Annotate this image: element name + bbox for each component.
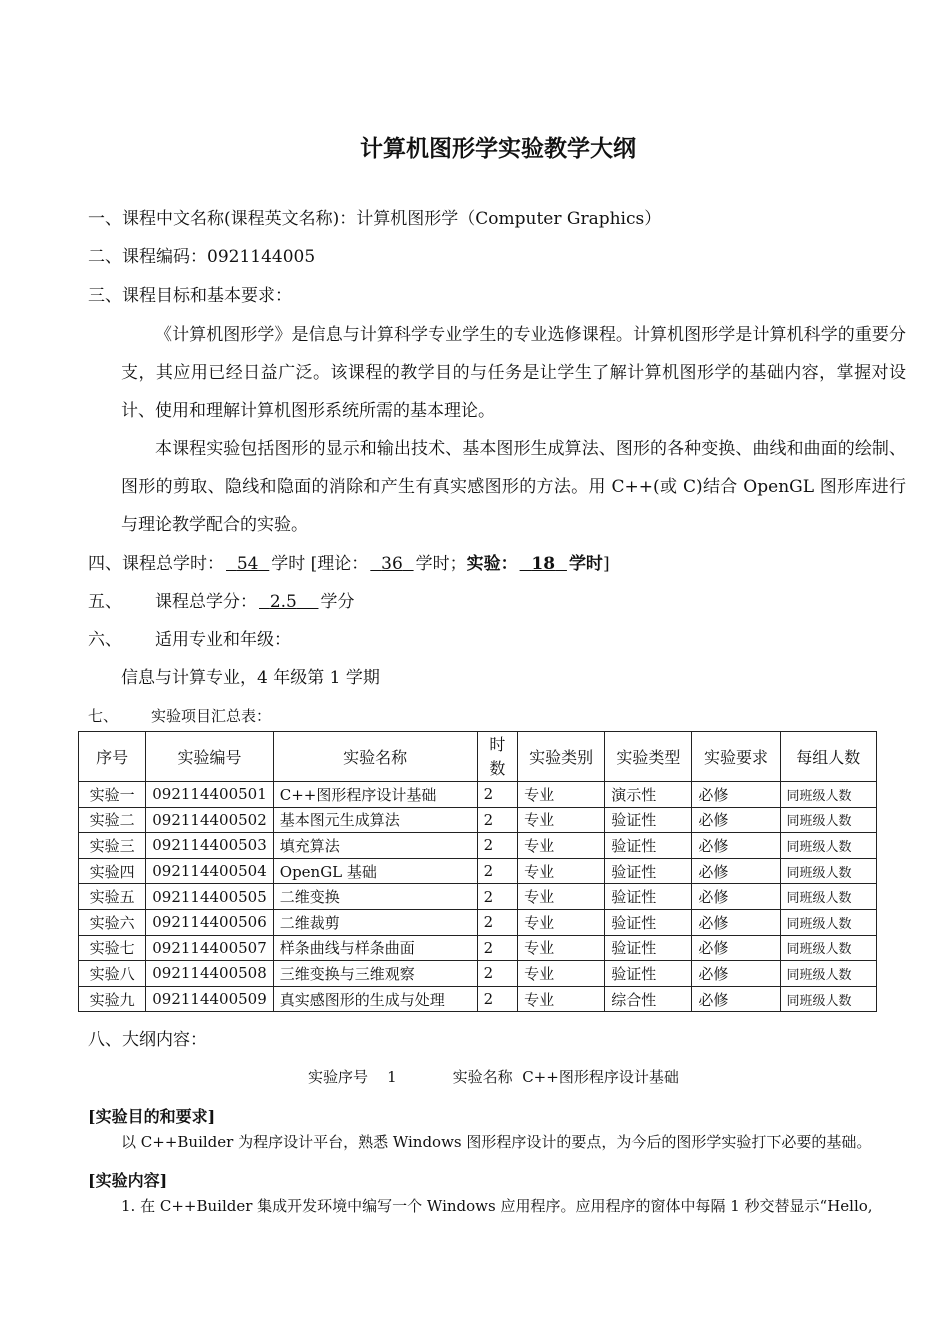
- table-row: [79, 884, 877, 910]
- table-cell: 实验五: [79, 884, 146, 910]
- table-cell: 实验四: [79, 858, 146, 884]
- table-cell: 092114400508: [146, 961, 274, 987]
- table-cell: 必修: [692, 858, 780, 884]
- table-cell: 专业: [518, 961, 605, 987]
- table-cell: 实验二: [79, 807, 146, 833]
- table-cell: 演示性: [605, 782, 692, 808]
- course-code: 二、课程编码：0921144005: [88, 247, 316, 267]
- table-cell: 2: [477, 961, 518, 987]
- table-cell: 2: [477, 807, 518, 833]
- table-cell: 2: [477, 782, 518, 808]
- majors-value: 信息与计算专业，4 年级第 1 学期: [121, 668, 380, 688]
- experiment-header: [308, 1066, 679, 1087]
- credits-num: 五、: [88, 592, 122, 612]
- table-cell: 综合性: [605, 986, 692, 1012]
- table-row: [79, 986, 877, 1012]
- hours-lab-unit: 学时: [568, 554, 603, 574]
- course-name: 一、课程中文名称(课程英文名称)：计算机图形学（Computer Graphics）: [88, 209, 662, 229]
- table-cell: 实验三: [79, 833, 146, 859]
- hours-mid1: 学时 [理论：: [271, 554, 369, 574]
- content-heading: [实验内容]: [88, 1171, 168, 1190]
- hours-lab-label: 实验：: [466, 554, 518, 574]
- seq-label: 实验序号: [308, 1068, 369, 1086]
- table-cell: 实验一: [79, 782, 146, 808]
- purpose-text: 以 C++Builder 为程序设计平台，熟悉 Windows 图形程序设计的要点，为今后的图形学实验打下必要的基础。: [121, 1133, 872, 1151]
- table-cell: 验证性: [605, 858, 692, 884]
- table-cell: 同班级人数: [780, 884, 877, 910]
- table-cell: 必修: [692, 833, 780, 859]
- table-header-row: [79, 732, 877, 782]
- table-cell: 必修: [692, 986, 780, 1012]
- header-cell: 实验编号: [146, 732, 274, 782]
- header-cell: 实验类型: [605, 732, 692, 782]
- objectives-paragraph-2: 本课程实验包括图形的显示和输出技术、基本图形生成算法、图形的各种变换、曲线和曲面的绘制、图形的剪取、隐线和隐面的消除和产生有真实感图形的方法。用 C++(或 C)结合 OpenGL 图形库进行与理论教学配合的实验。: [121, 439, 906, 535]
- header-cell: 实验要求: [692, 732, 780, 782]
- summary-num: 七、: [88, 707, 119, 725]
- table-cell: 同班级人数: [780, 833, 877, 859]
- table-cell: 二维变换: [273, 884, 477, 910]
- objectives-paragraph-1: 《计算机图形学》是信息与计算科学专业学生的专业选修课程。计算机图形学是计算机科学的重要分支，其应用已经日益广泛。该课程的教学目的与任务是让学生了解计算机图形学的基础内容，掌握对设计、使用和理解计算机图形系统所需的基本理论。: [121, 325, 906, 421]
- table-cell: 同班级人数: [780, 782, 877, 808]
- table-cell: 同班级人数: [780, 858, 877, 884]
- hours-total: 54: [236, 554, 259, 574]
- table-cell: 验证性: [605, 961, 692, 987]
- table-cell: 同班级人数: [780, 935, 877, 961]
- table-cell: 092114400507: [146, 935, 274, 961]
- hours-mid2: 学时；: [415, 554, 467, 574]
- hours-suffix: ]: [602, 554, 610, 574]
- table-cell: 2: [477, 986, 518, 1012]
- table-cell: 2: [477, 858, 518, 884]
- table-cell: 必修: [692, 782, 780, 808]
- table-cell: 092114400504: [146, 858, 274, 884]
- table-row: [79, 961, 877, 987]
- table-cell: C++图形程序设计基础: [273, 782, 477, 808]
- table-cell: 092114400506: [146, 909, 274, 935]
- credits-label: 课程总学分：: [155, 592, 257, 612]
- table-cell: 专业: [518, 807, 605, 833]
- table-cell: 专业: [518, 909, 605, 935]
- credits-value: 2.5: [269, 592, 297, 612]
- table-cell: 必修: [692, 935, 780, 961]
- table-cell: 同班级人数: [780, 807, 877, 833]
- table-cell: 实验六: [79, 909, 146, 935]
- header-cell: 序号: [79, 732, 146, 782]
- table-cell: 三维变换与三维观察: [273, 961, 477, 987]
- table-cell: 092114400505: [146, 884, 274, 910]
- table-row: [79, 833, 877, 859]
- table-cell: 专业: [518, 935, 605, 961]
- content-text: 1. 在 C++Builder 集成开发环境中编写一个 Windows 应用程序。应用程序的窗体中每隔 1 秒交替显示“Hello,: [121, 1197, 873, 1215]
- table-cell: 必修: [692, 884, 780, 910]
- summary-table-label: [88, 704, 271, 728]
- table-cell: 专业: [518, 782, 605, 808]
- table-cell: 092114400503: [146, 833, 274, 859]
- table-cell: 同班级人数: [780, 961, 877, 987]
- table-cell: 验证性: [605, 807, 692, 833]
- summary-label: 实验项目汇总表：: [151, 707, 272, 725]
- table-cell: 验证性: [605, 909, 692, 935]
- table-cell: 真实感图形的生成与处理: [273, 986, 477, 1012]
- table-cell: 实验七: [79, 935, 146, 961]
- experiment-summary-table: [78, 731, 877, 1012]
- table-cell: 2: [477, 909, 518, 935]
- majors-num: 六、: [88, 630, 122, 650]
- table-cell: 必修: [692, 807, 780, 833]
- table-cell: 必修: [692, 909, 780, 935]
- total-hours: [88, 552, 610, 576]
- hours-theory: 36: [381, 554, 403, 574]
- header-cell: 每组人数: [780, 732, 877, 782]
- credits: [88, 590, 354, 614]
- table-row: [79, 935, 877, 961]
- outline-heading: 八、大纲内容：: [88, 1030, 207, 1050]
- purpose-heading: [实验目的和要求]: [88, 1107, 216, 1126]
- table-cell: 2: [477, 833, 518, 859]
- table-cell: 专业: [518, 884, 605, 910]
- objectives-heading: 三、课程目标和基本要求：: [88, 286, 292, 306]
- table-cell: 092114400502: [146, 807, 274, 833]
- table-cell: 专业: [518, 986, 605, 1012]
- credits-unit: 学分: [320, 592, 355, 612]
- seq-value: 1: [387, 1068, 397, 1086]
- table-row: [79, 782, 877, 808]
- table-cell: 专业: [518, 858, 605, 884]
- table-cell: 同班级人数: [780, 986, 877, 1012]
- page-title: 计算机图形学实验教学大纲: [360, 136, 636, 162]
- table-cell: 092114400509: [146, 986, 274, 1012]
- header-cell: 时 数: [477, 732, 518, 782]
- table-cell: 必修: [692, 961, 780, 987]
- hours-prefix: 四、课程总学时：: [88, 554, 224, 574]
- table-cell: 2: [477, 884, 518, 910]
- table-cell: 实验九: [79, 986, 146, 1012]
- table-cell: OpenGL 基础: [273, 858, 477, 884]
- name-value: C++图形程序设计基础: [522, 1068, 679, 1086]
- table-cell: 专业: [518, 833, 605, 859]
- table-cell: 填充算法: [273, 833, 477, 859]
- table-cell: 同班级人数: [780, 909, 877, 935]
- table-cell: 二维裁剪: [273, 909, 477, 935]
- table-cell: 验证性: [605, 833, 692, 859]
- header-cell: 实验类别: [518, 732, 605, 782]
- majors: [88, 628, 291, 652]
- majors-label: 适用专业和年级：: [155, 630, 291, 650]
- table-cell: 2: [477, 935, 518, 961]
- table-cell: 验证性: [605, 935, 692, 961]
- table-row: [79, 807, 877, 833]
- table-row: [79, 858, 877, 884]
- table-cell: 样条曲线与样条曲面: [273, 935, 477, 961]
- name-label: 实验名称: [452, 1068, 513, 1086]
- table-cell: 验证性: [605, 884, 692, 910]
- table-cell: 实验八: [79, 961, 146, 987]
- table-cell: 092114400501: [146, 782, 274, 808]
- hours-lab: 18: [531, 554, 556, 574]
- header-cell: 实验名称: [273, 732, 477, 782]
- table-cell: 基本图元生成算法: [273, 807, 477, 833]
- table-row: [79, 909, 877, 935]
